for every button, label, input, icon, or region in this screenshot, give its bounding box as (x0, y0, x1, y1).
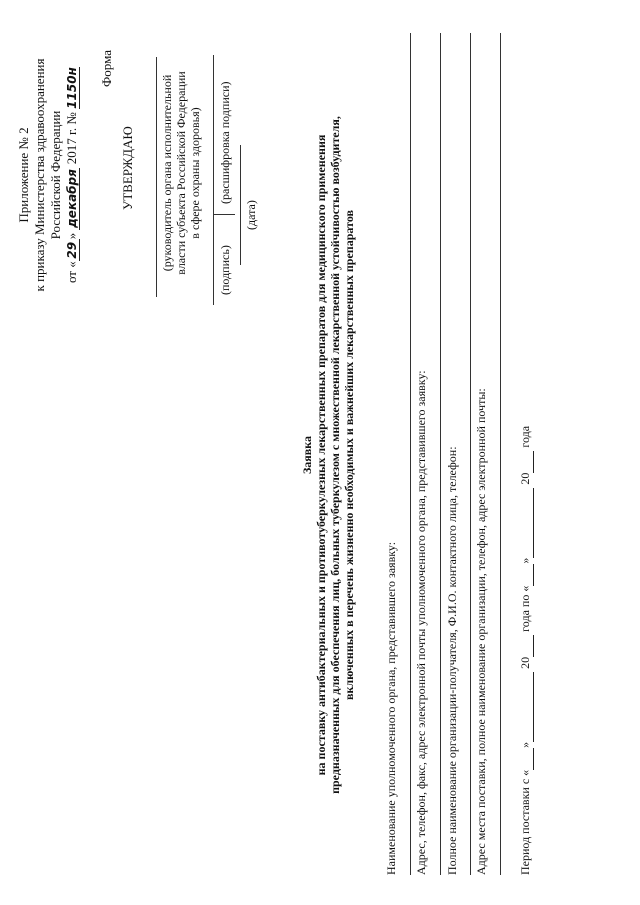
order-month: декабря (65, 169, 79, 228)
field-org-name: Наименование уполномоченного органа, представившего заявку: (384, 541, 398, 875)
request-title: Заявка (300, 435, 314, 475)
field-line-4 (500, 33, 501, 875)
field-recipient: Полное наименование организации-получателя, Ф.И.О. контактного лица, телефон: (445, 446, 459, 875)
field-line-3 (470, 33, 471, 875)
appendix-number: Приложение № 2 (16, 127, 31, 223)
field-line-2 (440, 33, 441, 875)
request-subtitle-2: предназначенных для обеспечения лиц, больных туберкулезом с множественной лекарственной устойчивостью возбудителя, (328, 116, 342, 794)
signature-caption: (подпись) (218, 245, 232, 295)
signature-divider (213, 214, 235, 215)
request-subtitle-3: включенных в перечень жизненно необходимых и важнейших лекарственных препаратов (342, 210, 356, 701)
order-date-line: от «29» декабря 2017 г. № 1150н (64, 67, 79, 284)
delivery-period: Период поставки с « » 20 года по « » 20 года (518, 425, 532, 875)
order-reference: к приказу Министерства здравоохранения (32, 58, 47, 292)
approval-title: УТВЕРЖДАЮ (120, 126, 135, 210)
date-line (240, 145, 241, 265)
appendix-header (16, 25, 80, 325)
request-title-block (300, 45, 356, 865)
approval-head-caption: (руководитель органа исполнительной власти субъекта Российской Федерации в сфере охраны здоровья) (160, 71, 202, 275)
request-subtitle-1: на поставку антибактериальных и противотуберкулезных лекарственных препаратов для медицинского применения (314, 134, 328, 776)
head-signature-line (156, 57, 157, 297)
decoding-caption: (расшифровка подписи) (218, 81, 232, 204)
order-day: 29 (65, 239, 80, 261)
form-label: Форма (99, 50, 114, 87)
field-org-contacts: Адрес, телефон, факс, адрес электронной почты уполномоченного органа, представившего заявку: (414, 370, 428, 875)
signature-line (213, 55, 214, 305)
order-number: 1150н (65, 67, 79, 109)
field-line-1 (410, 33, 411, 875)
federation-line: Российской Федерации (48, 110, 63, 240)
field-delivery: Адрес места поставки, полное наименование организации, телефон, адрес электронной почты: (474, 388, 488, 875)
date-caption: (дата) (244, 200, 258, 230)
